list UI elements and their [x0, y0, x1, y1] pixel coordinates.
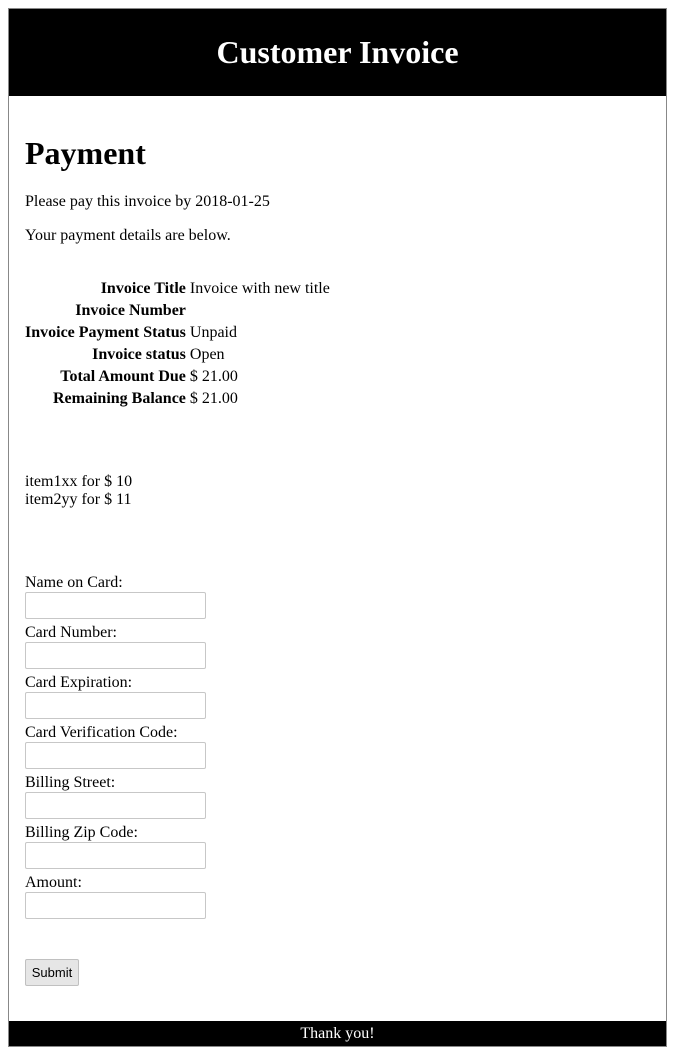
- detail-label: Remaining Balance: [53, 390, 186, 407]
- card-expiration-field: [25, 674, 206, 724]
- detail-row-balance: [25, 388, 330, 410]
- detail-value: Invoice with new title: [189, 280, 330, 297]
- billing-zip-field: [25, 824, 206, 874]
- detail-label: Invoice Number: [75, 302, 186, 319]
- payment-section: [25, 131, 650, 891]
- field-label: Card Verification Code:: [25, 724, 178, 741]
- card-number-field: [25, 624, 206, 674]
- detail-value: $ 21.00: [189, 390, 238, 407]
- invoice-page: [8, 8, 667, 1047]
- detail-row-total: [25, 366, 330, 388]
- field-label: Card Number:: [25, 624, 117, 641]
- card-expiration-input[interactable]: [25, 692, 206, 719]
- field-label: Amount:: [25, 874, 82, 891]
- detail-label: Invoice Payment Status: [25, 324, 186, 341]
- amount-input[interactable]: [25, 892, 206, 919]
- payment-heading: Payment: [25, 135, 146, 171]
- detail-row-title: [25, 278, 330, 300]
- line-items-list: [25, 473, 132, 509]
- list-item: item1xx for $ 10: [25, 473, 133, 490]
- footer-text: Thank you!: [300, 1024, 375, 1042]
- amount-field: [25, 874, 206, 924]
- name-on-card-field: [25, 574, 206, 624]
- page-title: Customer Invoice: [216, 34, 459, 70]
- detail-row-status: [25, 344, 330, 366]
- detail-label: Invoice Title: [100, 280, 186, 297]
- details-intro-text: Your payment details are below.: [25, 227, 231, 244]
- payment-form: [25, 574, 206, 924]
- card-verification-input[interactable]: [25, 742, 206, 769]
- detail-label: Invoice status: [92, 346, 186, 363]
- billing-street-input[interactable]: [25, 792, 206, 819]
- footer-bar: [9, 1021, 666, 1046]
- invoice-details-table: [25, 278, 330, 410]
- name-on-card-input[interactable]: [25, 592, 206, 619]
- billing-zip-input[interactable]: [25, 842, 206, 869]
- card-verification-field: [25, 724, 206, 774]
- submit-button[interactable]: Submit: [25, 959, 79, 986]
- field-label: Billing Zip Code:: [25, 824, 138, 841]
- header-bar: [9, 9, 666, 96]
- detail-value: $ 21.00: [189, 368, 238, 385]
- detail-value: Unpaid: [189, 324, 237, 341]
- field-label: Name on Card:: [25, 574, 123, 591]
- due-date-text: Please pay this invoice by 2018-01-25: [25, 193, 270, 210]
- detail-row-number: [25, 300, 330, 322]
- field-label: Card Expiration:: [25, 674, 133, 691]
- detail-value: Open: [189, 346, 225, 363]
- detail-row-payment-status: [25, 322, 330, 344]
- detail-value: [186, 300, 330, 322]
- field-label: Billing Street:: [25, 774, 116, 791]
- list-item: item2yy for $ 11: [25, 491, 132, 508]
- billing-street-field: [25, 774, 206, 824]
- card-number-input[interactable]: [25, 642, 206, 669]
- detail-label: Total Amount Due: [60, 368, 186, 385]
